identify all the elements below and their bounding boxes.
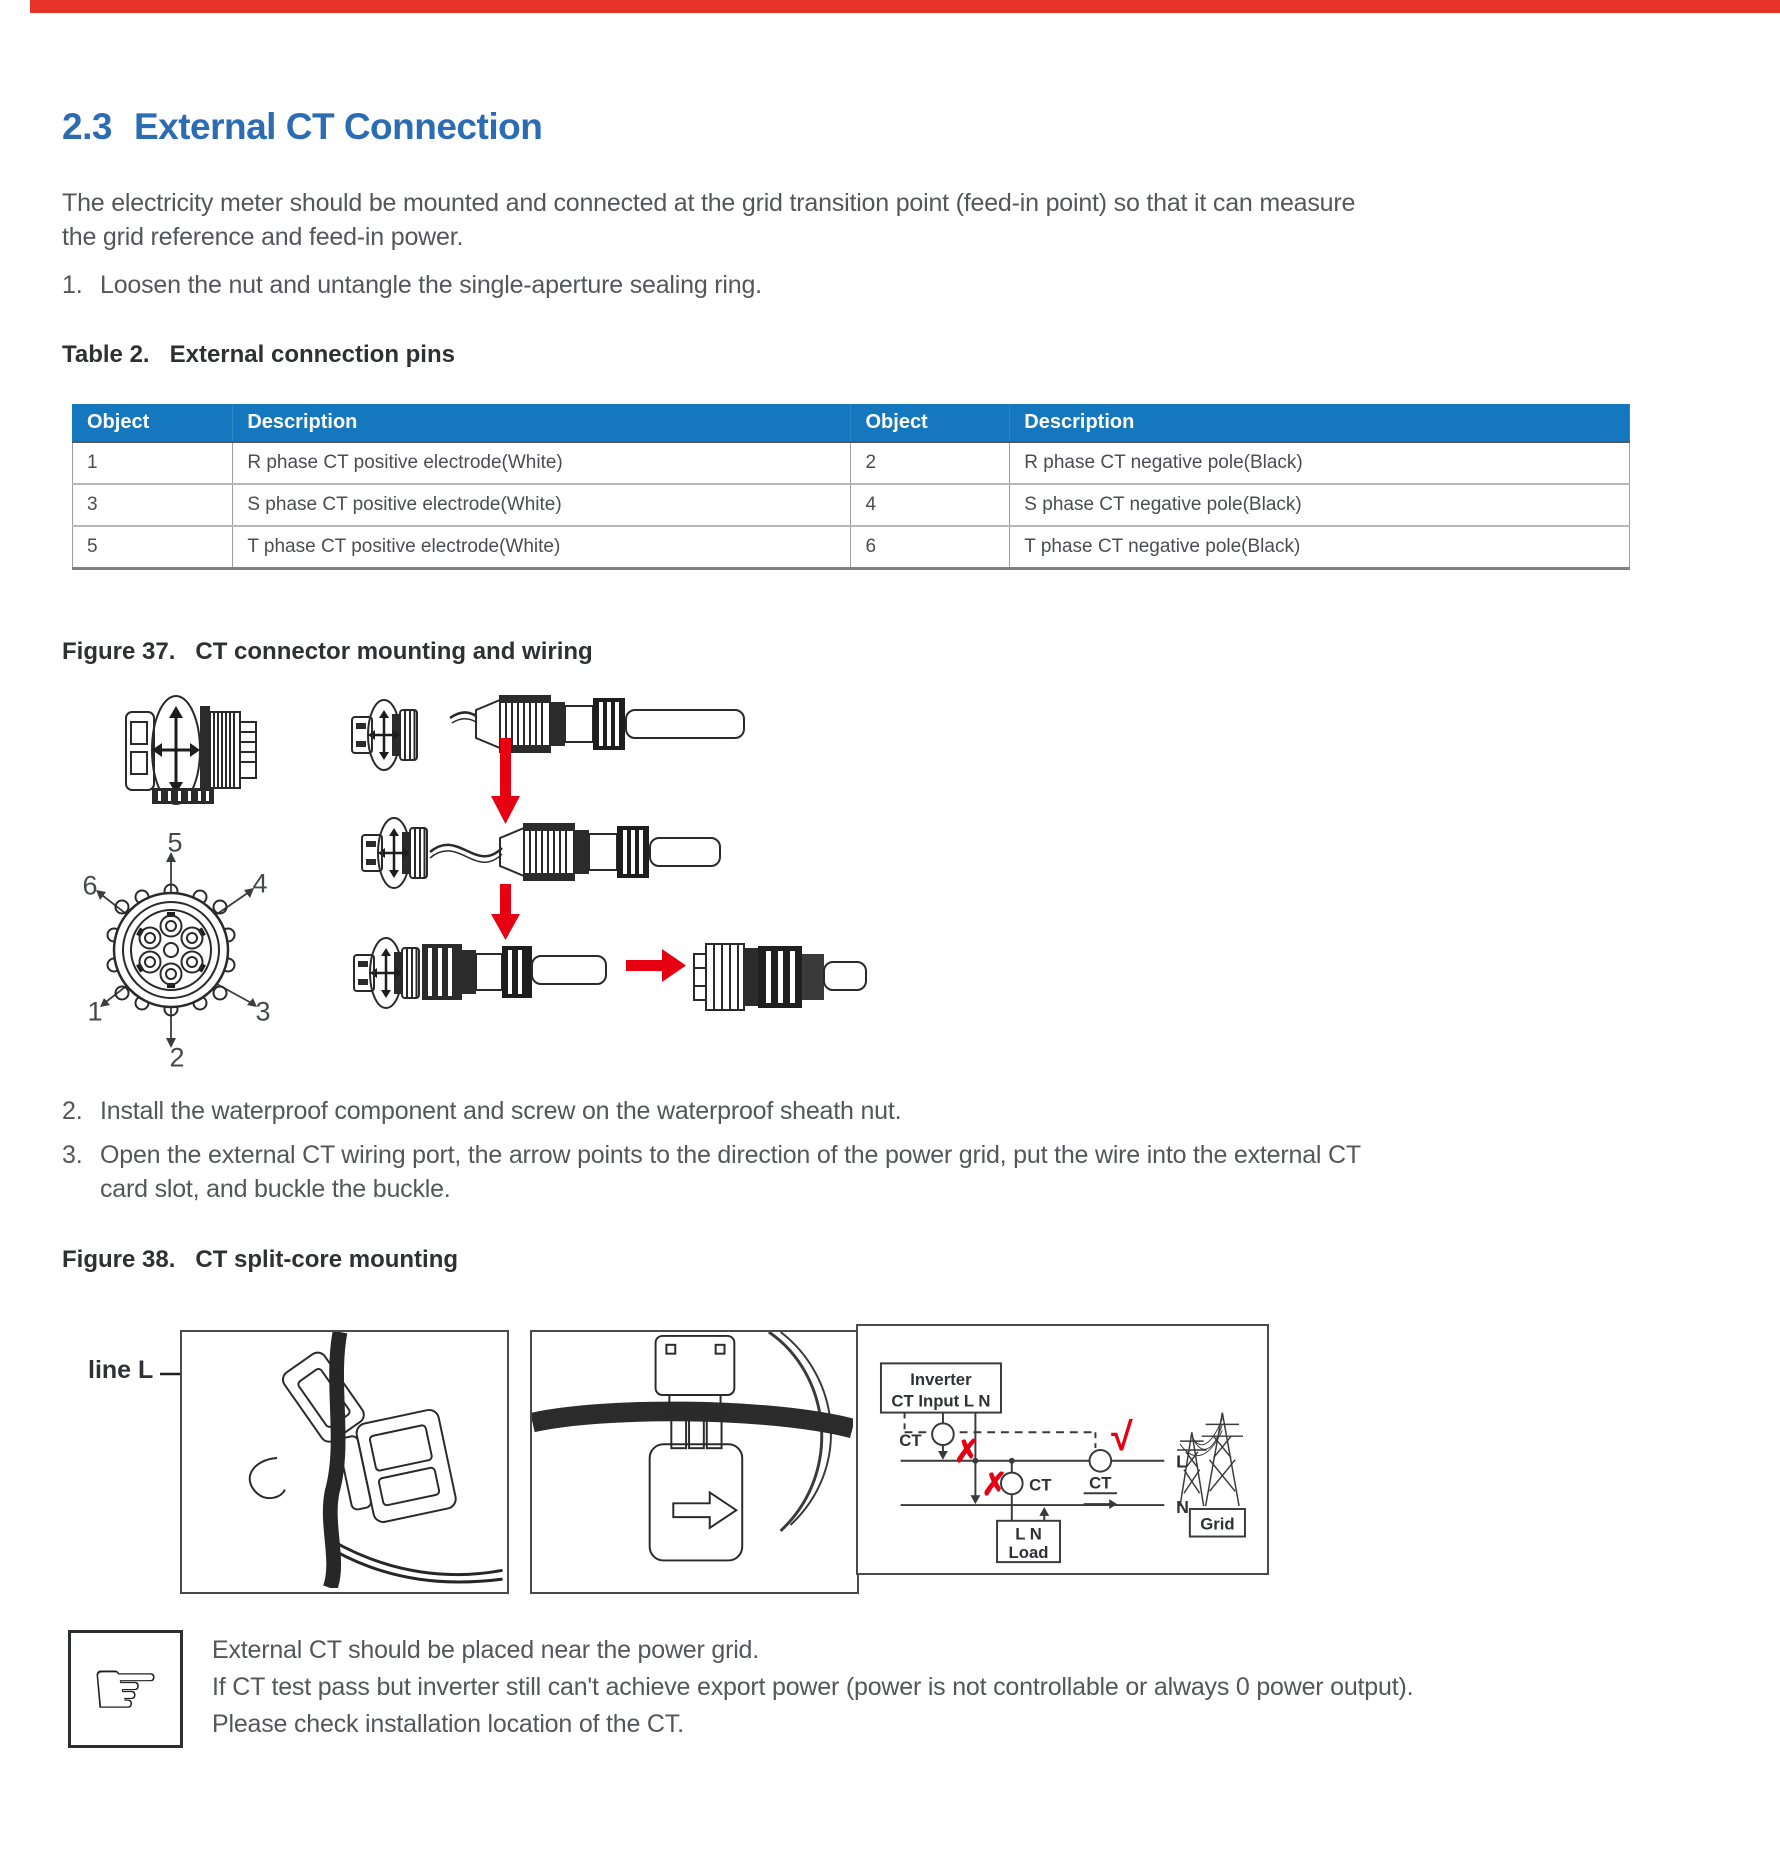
cell: 1	[73, 442, 233, 484]
cell: 6	[851, 526, 1010, 569]
panel-circuit	[856, 1324, 1269, 1575]
col-header-description-1: Description	[233, 404, 851, 442]
pointing-hand-icon: ☞	[89, 1642, 162, 1735]
figure38-caption-title: CT split-core mounting	[195, 1246, 459, 1273]
cross-mark-2: ✗	[981, 1467, 1008, 1503]
cross-mark-1: ✗	[953, 1433, 981, 1469]
n-label: N	[1176, 1496, 1189, 1517]
assembly-step-3	[354, 938, 606, 1008]
top-red-bar	[30, 0, 1780, 13]
step-1-number: 1.	[62, 271, 83, 299]
red-down-arrow-2	[491, 884, 520, 940]
step-1-text: Loosen the nut and untangle the single-aperture sealing ring.	[100, 271, 762, 299]
line-l-label: line L	[88, 1356, 154, 1384]
ct-circle-wrong-1	[932, 1423, 954, 1445]
section-number: 2.3	[62, 106, 112, 147]
ct-input-label: CT Input L N	[891, 1391, 991, 1411]
cell: R phase CT negative pole(Black)	[1010, 442, 1630, 484]
l-label: L	[1176, 1451, 1187, 1472]
note-box	[68, 1630, 183, 1748]
ct-label-1: CT	[899, 1431, 922, 1451]
final-connector-drawing	[694, 944, 866, 1010]
closed-ct-drawing	[532, 1332, 853, 1588]
col-header-object-2: Object	[851, 404, 1010, 442]
pin-label-2: 2	[169, 1042, 185, 1073]
cell: 2	[851, 442, 1010, 484]
step-2-number: 2.	[62, 1097, 83, 1125]
panel-open-ct	[180, 1330, 509, 1594]
intro-line-2: the grid reference and feed-in power.	[62, 223, 464, 251]
pin-label-4: 4	[252, 868, 268, 899]
assembly-step-1	[352, 696, 744, 770]
note-line-1: External CT should be placed near the power grid.	[212, 1636, 760, 1664]
inverter-label: Inverter	[910, 1370, 972, 1390]
pin-label-5: 5	[167, 827, 183, 858]
col-header-object-1: Object	[73, 404, 233, 442]
pin-label-6: 6	[82, 870, 98, 901]
pin-label-3: 3	[255, 996, 271, 1027]
table-caption	[62, 341, 455, 369]
intro-line-1: The electricity meter should be mounted and connected at the grid transition point (feed-in point) so that it can measure	[62, 189, 1356, 217]
figure37-caption-title: CT connector mounting and wiring	[195, 638, 593, 665]
col-header-description-2: Description	[1010, 404, 1630, 442]
section-title: External CT Connection	[133, 106, 543, 147]
note-line-3: Please check installation location of the CT.	[212, 1710, 684, 1738]
assembly-step-2	[362, 818, 720, 888]
step-3-text-line2: card slot, and buckle the buckle.	[100, 1175, 451, 1203]
cell: R phase CT positive electrode(White)	[233, 442, 851, 484]
note-text	[212, 1632, 1413, 1743]
grid-towers-icon	[1177, 1413, 1243, 1506]
table-row	[73, 484, 1630, 526]
grid-label: Grid	[1200, 1514, 1235, 1534]
step-item-3	[62, 1138, 1361, 1206]
figure38-caption-label: Figure 38.	[62, 1246, 176, 1273]
ct-label-2: CT	[1029, 1475, 1052, 1495]
figure37-art	[60, 640, 960, 1080]
figure37-caption-label: Figure 37.	[62, 638, 176, 665]
connector-overview-drawing	[126, 696, 256, 804]
note-line-2: If CT test pass but inverter still can't achieve export power (power is not controllable or always 0 power output).	[212, 1673, 1414, 1701]
pin-label-1: 1	[87, 996, 103, 1027]
cell: T phase CT negative pole(Black)	[1010, 526, 1630, 569]
red-right-arrow	[626, 949, 686, 982]
ct-circle-correct	[1090, 1450, 1112, 1472]
table-header-row	[73, 404, 1630, 442]
figure38-caption	[62, 1246, 458, 1274]
step-item-2	[62, 1094, 901, 1128]
load-ln-label: L N	[1015, 1524, 1042, 1544]
cell: 4	[851, 484, 1010, 526]
check-mark: √	[1111, 1414, 1133, 1459]
step-item-1	[62, 268, 762, 302]
pin-diagram	[96, 852, 257, 1048]
direction-arrow-glyph	[673, 1492, 736, 1527]
table-row	[73, 526, 1630, 569]
step-3-text-line1: Open the external CT wiring port, the arrow points to the direction of the power grid, put the wire into the external CT	[100, 1141, 1361, 1169]
circuit-diagram	[858, 1326, 1263, 1569]
section-heading	[62, 106, 542, 148]
cell: T phase CT positive electrode(White)	[233, 526, 851, 569]
open-ct-drawing	[182, 1332, 503, 1588]
panel-closed-ct	[530, 1330, 859, 1594]
table-caption-label: Table 2.	[62, 341, 150, 368]
table-row	[73, 442, 1630, 484]
cell: S phase CT negative pole(Black)	[1010, 484, 1630, 526]
cell: 3	[73, 484, 233, 526]
step-3-number: 3.	[62, 1141, 83, 1169]
ct-label-3: CT	[1089, 1473, 1112, 1493]
intro-paragraph	[62, 186, 1355, 254]
table-caption-title: External connection pins	[169, 341, 455, 368]
pins-table	[72, 404, 1630, 570]
step-2-text: Install the waterproof component and screw on the waterproof sheath nut.	[100, 1097, 902, 1125]
load-label: Load	[1008, 1543, 1049, 1563]
cell: 5	[73, 526, 233, 569]
cell: S phase CT positive electrode(White)	[233, 484, 851, 526]
